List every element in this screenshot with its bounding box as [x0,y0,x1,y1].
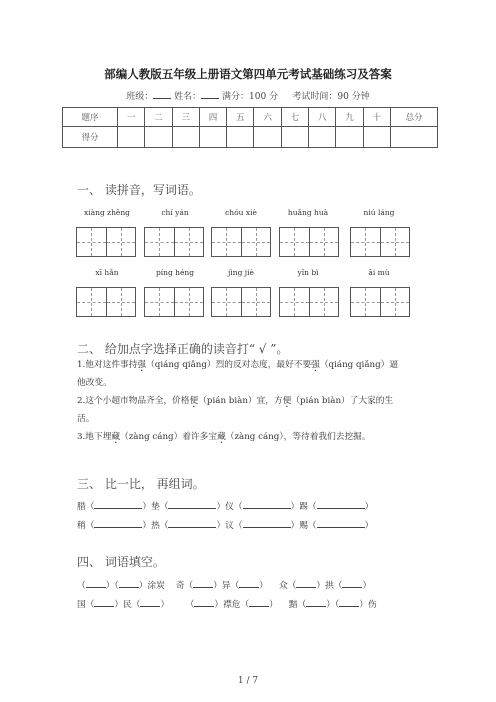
text: ）民（ [114,600,141,610]
exam-time: 考试时间：90 分钟 [292,92,370,102]
compare-row-1 [77,499,373,514]
writing-box[interactable] [211,227,271,257]
text: ） [160,600,170,610]
writing-box[interactable] [211,287,271,317]
answer-blank[interactable] [168,518,216,528]
text: ） [259,581,268,591]
answer-blank[interactable] [194,597,214,607]
answer-blank[interactable] [193,578,213,588]
text: 稍（ [77,521,95,531]
score-cell[interactable] [391,127,438,148]
writing-box[interactable] [144,287,204,317]
header-cell: 十 [363,108,390,127]
fill-row-2 [77,597,377,612]
pinyin-label: huǎng huà [287,208,329,217]
score-cell[interactable] [172,127,199,148]
section2-title: 二、 给加点字选择正确的读音打“ √ ”。 [77,342,289,356]
score-table-score-row [63,127,438,148]
dotted-char: 强 [137,360,147,370]
dotted-char: 便 [282,396,292,406]
class-label: 班级： [126,92,154,102]
text: 1.他对这件事持 [77,360,138,370]
question-2-2 [77,395,422,408]
text: ） [269,600,278,610]
score-cell[interactable] [336,127,363,148]
pinyin-label: yǐn bì [297,268,319,277]
text: ）伤 [359,600,377,610]
answer-blank[interactable] [306,597,326,607]
writing-box[interactable] [76,287,136,317]
page-number: 1 / 7 [237,676,259,686]
score-table [62,107,438,148]
answer-blank[interactable] [94,518,142,528]
header-cell: 五 [227,108,254,127]
writing-box[interactable] [144,227,204,257]
pinyin-label: chí yán [161,208,189,217]
dotted-char: 便 [189,396,199,406]
header-cell: 八 [309,108,336,127]
text: ） [362,581,372,591]
text: ）踢（ [290,502,317,512]
text: ）赐（ [290,521,317,531]
class-blank [153,89,171,99]
score-table-header-row [63,108,438,127]
score-row-label: 得分 [63,127,118,148]
text: ）（ [105,581,119,591]
text: 众（ [279,581,297,591]
text: ） [364,502,374,512]
full-score: 满分：100 分 [222,92,279,102]
text: 奇（ [175,581,194,591]
section1-title: 一、 读拼音，写词语。 [77,183,201,197]
section3-title: 三、 比一比， 再组词。 [77,477,205,491]
text: （qiáng qiǎng）烈的反对态度，最好不要 [146,360,312,370]
question-2-2-cont: 活。 [77,414,95,424]
writing-box[interactable] [279,287,339,317]
section4-title: 四、 词语填空。 [77,555,165,569]
answer-blank[interactable] [86,578,106,588]
answer-blank[interactable] [296,578,316,588]
writing-box[interactable] [279,227,339,257]
question-2-1-cont: 他改变。 [77,378,112,388]
text: ）拱（ [316,581,343,591]
text: 2.这个小超市物品齐全，价格 [77,396,190,406]
text: （ [77,581,86,591]
question-2-3 [77,431,422,444]
text: ）襟危（ [214,600,250,610]
text: 黯（ [288,600,307,610]
dotted-char: 强 [311,360,320,370]
question-2-1 [77,359,422,372]
dotted-char: 藏 [217,432,226,442]
text: ）（ [326,600,340,610]
text: （ [185,600,195,610]
name-blank [201,89,219,99]
score-cell[interactable] [281,127,308,148]
text: 腊（ [77,502,95,512]
answer-blank[interactable] [243,499,291,509]
answer-blank[interactable] [239,578,259,588]
text: 国（ [77,600,95,610]
text: ）仪（ [216,502,243,512]
name-label: 姓名： [174,92,202,102]
pinyin-label: chóu xiè [225,208,257,217]
dotted-char: 藏 [111,432,121,442]
writing-box[interactable] [76,227,136,257]
pinyin-label: āi mù [368,268,390,277]
text: ）议（ [216,521,243,531]
header-cell: 四 [199,108,226,127]
text: ）热（ [142,521,169,531]
score-cell[interactable] [227,127,254,148]
header-cell: 二 [145,108,172,127]
score-cell[interactable] [309,127,336,148]
score-cell[interactable] [363,127,390,148]
text: ） [364,521,374,531]
answer-blank[interactable] [140,597,160,607]
pinyin-label: niú láng [363,208,395,217]
score-cell[interactable] [254,127,281,148]
writing-box[interactable] [350,287,410,317]
text: ）涂炭 [138,581,165,591]
exam-info-line [0,89,496,102]
answer-blank[interactable] [94,597,114,607]
header-cell: 一 [118,108,145,127]
text: （pián biàn）宜，方 [198,396,283,406]
pinyin-label: xiàng zhēng [84,208,130,217]
answer-blank[interactable] [317,518,365,528]
header-cell: 总分 [391,108,438,127]
text: （zàng cáng）着许多宝 [120,432,218,442]
answer-blank[interactable] [243,518,291,528]
score-cell[interactable] [199,127,226,148]
text: （zàng cáng），等待着我们去挖掘。 [225,432,371,442]
answer-blank[interactable] [119,578,139,588]
header-cell: 九 [336,108,363,127]
writing-box[interactable] [350,227,410,257]
header-cell: 七 [281,108,308,127]
score-cell[interactable] [145,127,172,148]
header-cell: 三 [172,108,199,127]
document-title: 部编人教版五年级上册语文第四单元考试基础练习及答案 [104,67,392,81]
text: ）垫（ [142,502,169,512]
answer-blank[interactable] [168,499,216,509]
text: ）异（ [213,581,240,591]
answer-blank[interactable] [342,578,362,588]
compare-row-2 [77,518,373,533]
text: （pián biàn）了大家的生 [291,396,394,406]
fill-row-1 [77,578,371,593]
score-cell[interactable] [118,127,145,148]
answer-blank[interactable] [317,499,365,509]
pinyin-label: jìng jiè [228,268,254,277]
pinyin-label: píng héng [155,268,195,277]
answer-blank[interactable] [94,499,142,509]
text: 3.地下埋 [77,432,112,442]
header-cell: 题序 [63,108,118,127]
answer-blank[interactable] [249,597,269,607]
answer-blank[interactable] [339,597,359,607]
header-cell: 六 [254,108,281,127]
text: （qiáng qiǎng）逼 [319,360,399,370]
pinyin-label: xī hǎn [95,268,119,277]
